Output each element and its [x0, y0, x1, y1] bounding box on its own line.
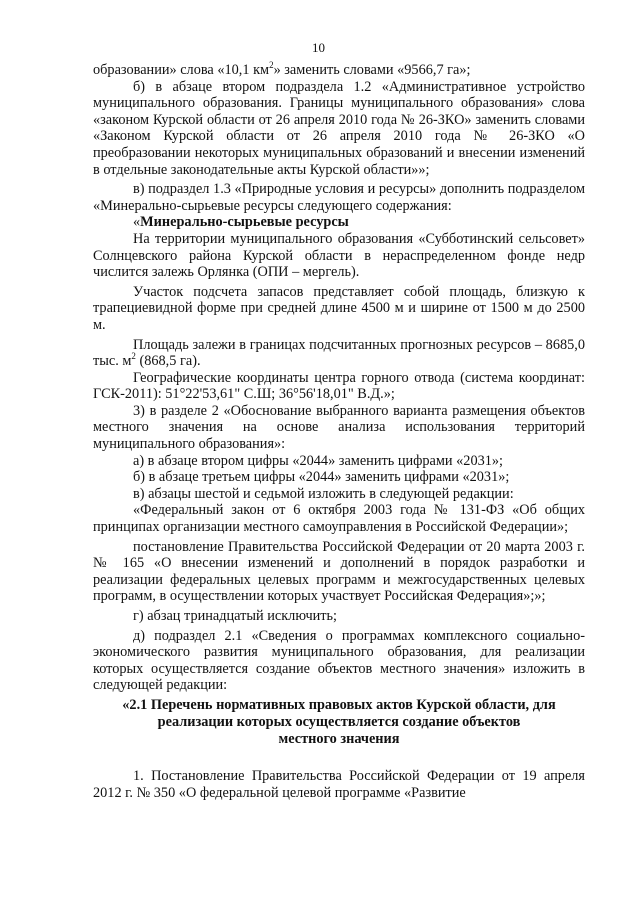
text-segment: Площадь залежи в границах подсчитанных прогнозных ресурсов – 8685,0 тыс. м	[93, 336, 585, 370]
heading-line: местного значения	[278, 730, 400, 747]
paragraph-mineral-heading	[93, 214, 585, 231]
superscript: 2	[269, 60, 274, 71]
paragraph-item-g: г) абзац тринадцатый исключить;	[133, 608, 338, 624]
paragraph-list-item-1: 1. Постановление Правительства Российской Федерации от 19 апреля 2012 г. № 350 «О федеральной целевой программе «Развитие	[93, 767, 585, 801]
paragraph-item-v: в) абзацы шестой и седьмой изложить в следующей редакции:	[133, 485, 514, 502]
quote-mark: «	[133, 214, 141, 231]
section-heading-2-1	[93, 697, 585, 748]
paragraph-item-d: д) подраздел 2.1 «Сведения о программах комплексного социально-экономического развития муниципального образования, для реализации которых осуществляется создание объектов местного значения» изложить в следующей редакции:	[93, 627, 585, 694]
paragraph-item-a: а) в абзаце втором цифры «2044» заменить цифрами «2031»;	[133, 452, 504, 469]
heading-line: «2.1 Перечень нормативных правовых актов Курской области, для	[122, 696, 556, 713]
paragraph-federal-law: «Федеральный закон от 6 октября 2003 года № 131-ФЗ «Об общих принципах организации местного самоуправления в Российской Федерации»;	[93, 502, 585, 536]
mineral-resources-heading: Минерально-сырьевые ресурсы	[140, 214, 349, 231]
paragraph-subsection-1-2: б) в абзаце втором подраздела 1.2 «Административное устройство муниципального образования. Границы муниципального образования» слова «законом Курской области от 26 апреля 2010 года № 26-ЗКО» заменить словами «Законом Курской области от 26 апреля 2010 года № 26-ЗКО «О преобразовании некоторых муниципальных образований и внесении изменений в отдельные законодательные акты Курской области»»;	[93, 78, 585, 178]
paragraph-item-b: б) в абзаце третьем цифры «2044» заменить цифрами «2031»;	[133, 469, 510, 486]
document-body	[93, 62, 585, 801]
paragraph-government-decree: постановление Правительства Российской Федерации от 20 марта 2003 г. № 165 «О внесении изменений и дополнений в порядок разработки и реализации федеральных целевых программ и межгосударственных целевых программ, в осуществлении которых участвует Российская Федерация»;»;	[93, 538, 585, 605]
text-segment: » заменить словами «9566,7 га»;	[273, 62, 471, 78]
paragraph-deposit: На территории муниципального образования «Субботинский сельсовет» Солнцевского района Курской области в нераспределенном фонде недр числится залежь Орлянка (ОПИ – мергель).	[93, 230, 585, 281]
paragraph-section-2: 3) в разделе 2 «Обоснование выбранного варианта размещения объектов местного значения на основе анализа использования территорий муниципального образования»:	[93, 402, 585, 453]
paragraph-subsection-1-3: в) подраздел 1.3 «Природные условия и ресурсы» дополнить подразделом «Минерально-сырьевые ресурсы следующего содержания:	[93, 181, 585, 214]
text-segment: образовании» слова «10,1 км	[93, 62, 270, 78]
text-segment: (868,5 га).	[135, 353, 201, 370]
paragraph-area-change	[93, 62, 585, 79]
paragraph-coordinates: Географические координаты центра горного отвода (система координат: ГСК-2011): 51°22'53,61" С.Ш; 36°56'18,01" В.Д.»;	[93, 369, 585, 403]
page-number: 10	[312, 40, 325, 55]
paragraph-deposit-area	[93, 337, 585, 370]
heading-line: реализации которых осуществляется создание объектов	[157, 713, 521, 730]
paragraph-plot-shape: Участок подсчета запасов представляет собой площадь, близкую к трапециевидной форме при средней длине 4500 м и ширине от 1500 м до 2500 м.	[93, 283, 585, 333]
superscript: 2	[131, 351, 136, 362]
